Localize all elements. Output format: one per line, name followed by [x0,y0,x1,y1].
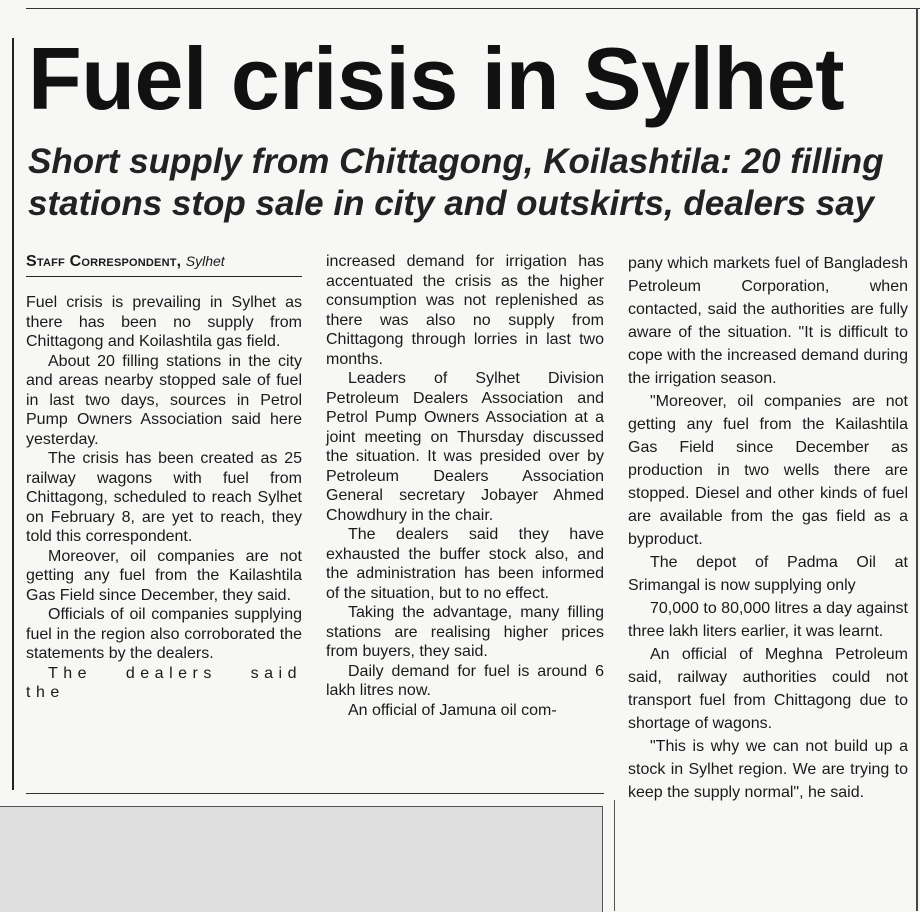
byline-place: Sylhet [185,253,225,269]
paragraph: "Moreover, oil companies are not getting any fuel from the Kailashtila Gas Field since December as production in two wells there are stopped. Diesel and other kinds of fuel are available from the gas field as a byproduct. [628,393,908,548]
top-rule [26,8,920,9]
column-separator [614,800,615,911]
paragraph: "This is why we can not build up a stock in Sylhet region. We are trying to keep the supply normal", he said. [628,738,908,801]
paragraph: Moreover, oil companies are not getting any fuel from the Kailashtila Gas Field since December, they said. [26,547,302,604]
article-column-3 [628,252,908,804]
paragraph: The depot of Padma Oil at Srimangal is now supplying only [628,554,908,594]
paragraph: An official of Jamuna oil com- [348,701,557,719]
article-column-1 [26,252,302,703]
paragraph: The dealers said the [26,664,302,701]
paragraph: Leaders of Sylhet Division Petroleum Dealers Association and Petrol Pump Owners Association at a joint meeting on Thursday discussed the situation. It was presided over by Petroleum Dealers Association General secretary Jobayer Ahmed Chowdhury in the chair. [326,370,604,524]
adjacent-gray-box [0,806,603,912]
byline [26,252,302,276]
byline-rule [26,276,302,277]
paragraph: increased demand for irrigation has accentuated the crisis as the higher consumption was not replenished as there was also no supply from Chittagong through lorries in last two months. [326,253,604,368]
byline-author: Staff Correspondent, [26,253,182,270]
paragraph: The crisis has been created as 25 railway wagons with fuel from Chittagong, scheduled to reach Sylhet on February 8, are yet to reach, they told this correspondent. [26,450,302,545]
article-column-2 [326,252,604,720]
bottom-rule [26,793,604,794]
paragraph: Officials of oil companies supplying fuel in the region also corroborated the statements by the dealers. [26,606,302,662]
paragraph: Daily demand for fuel is around 6 lakh litres now. [326,662,604,699]
paragraph: Taking the advantage, many filling stations are realising higher prices from buyers, they said. [326,604,604,660]
paragraph: Fuel crisis is prevailing in Sylhet as there has been no supply from Chittagong and Koilashtila gas field. [26,294,302,350]
paragraph: An official of Meghna Petroleum said, railway authorities could not transport fuel from Chittagong due to shortage of wagons. [628,646,908,732]
right-border [916,8,918,911]
subheadline: Short supply from Chittagong, Koilashtila: 20 filling stations stop sale in city and outskirts, dealers say [28,142,884,223]
headline: Fuel crisis in Sylhet [28,29,845,128]
paragraph: 70,000 to 80,000 litres a day against three lakh liters earlier, it was learnt. [628,600,908,640]
paragraph: pany which markets fuel of Bangladesh Petroleum Corporation, when contacted, said the authorities are fully aware of the situation. "It is difficult to cope with the increased demand during the irrigation season. [628,255,908,387]
paragraph: The dealers said they have exhausted the buffer stock also, and the administration has been informed of the situation, but to no effect. [326,526,604,602]
paragraph: About 20 filling stations in the city and areas nearby stopped sale of fuel in last two days, sources in Petrol Pump Owners Association said here yesterday. [26,352,302,448]
left-border [0,38,14,790]
